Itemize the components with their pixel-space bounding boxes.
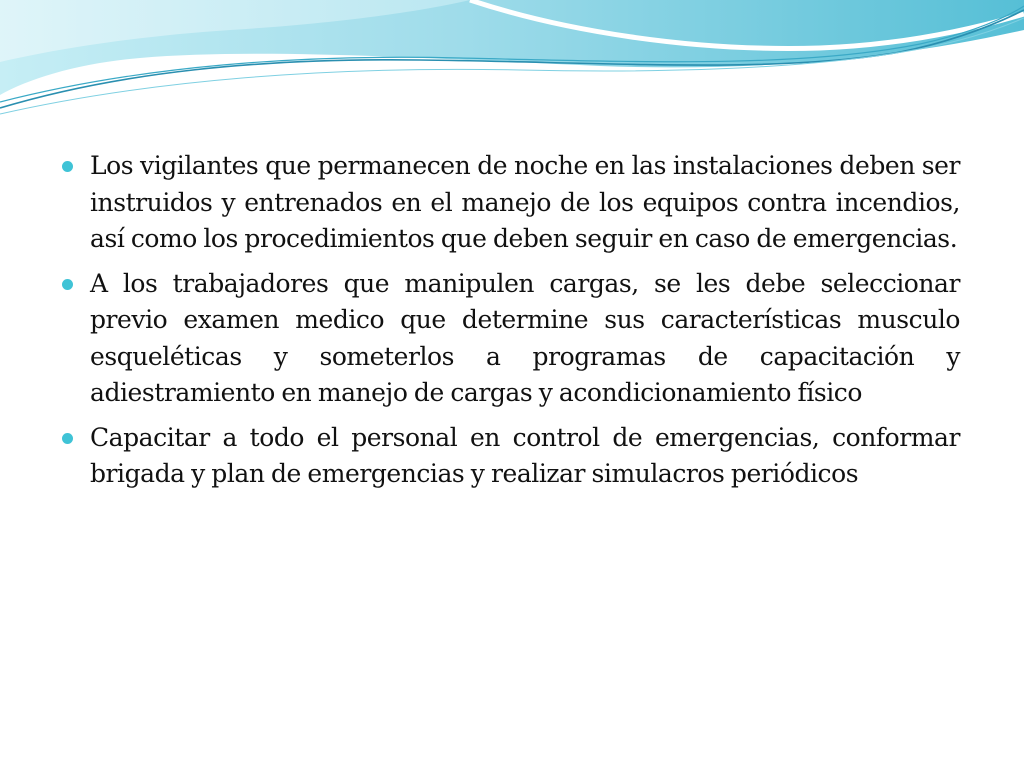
bullet-text: Capacitar a todo el personal en control de emergencias, conformar brigada y plan de emergencias y realizar simulacros periódicos	[90, 422, 960, 488]
bullet-item	[62, 148, 960, 258]
bullet-item	[62, 266, 960, 412]
bullet-dot-icon	[62, 279, 73, 290]
bullet-text: A los trabajadores que manipulen cargas, se les debe seleccionar previo examen medico que determine sus características musculo esqueléticas y someterlos a programas de capacitación y adiestramiento en manejo de cargas y acondicionamiento físico	[90, 268, 960, 407]
bullet-text: Los vigilantes que permanecen de noche en las instalaciones deben ser instruidos y entrenados en el manejo de los equipos contra incendios, así como los procedimientos que deben seguir en caso de emergencias.	[90, 151, 960, 253]
slide-content	[62, 148, 960, 501]
header-wave-decoration	[0, 0, 1024, 130]
bullet-dot-icon	[62, 433, 73, 444]
bullet-dot-icon	[62, 161, 73, 172]
bullet-item	[62, 420, 960, 493]
bullet-list	[62, 148, 960, 493]
